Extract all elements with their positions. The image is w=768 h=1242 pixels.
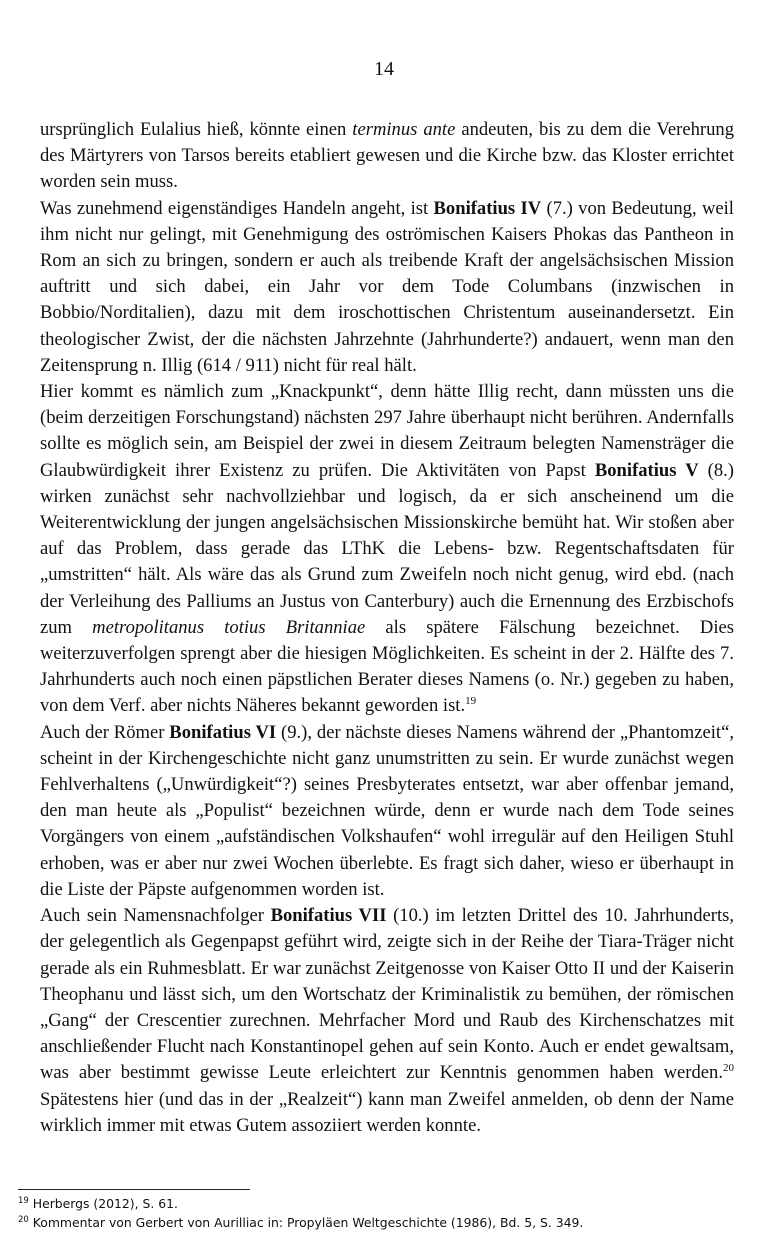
text-run: Auch der Römer xyxy=(40,721,170,743)
footnote-text: Kommentar von Gerbert von Aurilliac in: Propyläen Weltgeschichte (1986), Bd. 5, S. 349. xyxy=(28,1215,584,1230)
bold-name: Bonifatius IV xyxy=(433,197,542,219)
text-run: (8.) wirken zunächst sehr nachvollziehbar und logisch, da er sich anscheinend um die Weiterentwicklung der jungen angelsächsischen Missionskirche bemüht hat. Wir stoßen aber auf das Problem, dass gerade das LThK die Lebens- bzw. Regentschaftsdaten für „umstritten“ hält. Als wäre das als Grund zum Zweifeln noch nicht genug, wird ebd. (nach der Verleihung des Palliums an Justus von Canterbury) auch die Ernennung des Erzbischofs zum xyxy=(40,459,734,638)
bold-name: Bonifatius VII xyxy=(270,905,387,927)
bold-name: Bonifatius VI xyxy=(169,721,277,743)
paragraph xyxy=(40,903,734,1139)
page-number: 14 xyxy=(374,58,394,80)
bold-name: Bonifatius V xyxy=(594,459,699,481)
text-run: Was zunehmend eigenständiges Handeln angeht, ist xyxy=(40,197,434,219)
paragraph xyxy=(40,379,734,720)
text-run: Auch sein Namensnachfolger xyxy=(40,905,271,927)
footnote-text: Herbergs (2012), S. 61. xyxy=(28,1196,178,1211)
text-run: Spätestens hier (und das in der „Realzeit“) kann man Zweifel anmelden, ob denn der Name wirklich immer mit etwas Gutem assoziiert werden konnte. xyxy=(40,1088,734,1136)
text-run: (7.) von Bedeutung, weil ihm nicht nur gelingt, mit Genehmigung des oströmischen Kaisers Phokas das Pantheon in Rom an sich zu bringen, sondern er auch als treibende Kraft der angelsächsischen Mission auftritt und sich dabei, ein Jahr vor dem Tode Columbans (inzwischen in Bobbio/Norditalien), dazu mit dem iroschottischen Christentum auseinandersetzt. Ein theologischer Zwist, der die nächsten Jahrzehnte (Jahrhunderte?) andauert, wenn man den Zeitensprung n. Illig (614 / 911) nicht für real hält. xyxy=(40,197,734,376)
footnote-separator xyxy=(18,1189,250,1190)
footnote xyxy=(18,1213,758,1232)
text-run: Hier kommt es nämlich zum „Knackpunkt“, denn hätte Illig recht, dann müssten uns die (beim derzeitigen Forschungstand) nächsten 297 Jahre überhaupt nicht berühren. Andernfalls sollte es möglich sein, am Beispiel der zwei in diesem Zeitraum belegten Namensträger die Glaubwürdigkeit ihrer Existenz zu prüfen. Die Aktivitäten von Papst xyxy=(40,381,734,481)
paragraph xyxy=(40,720,734,903)
footnotes xyxy=(18,1194,758,1232)
footnote-number: 19 xyxy=(18,1195,29,1206)
footnote xyxy=(18,1194,758,1213)
text-run: als spätere Fälschung bezeichnet. Dies weiterzuverfolgen sprengt aber die hiesigen Möglichkeiten. Es scheint in der 2. Hälfte des 7. Jahrhunderts auch noch einen päpstlichen Berater dieses Namens (o. Nr.) gegeben zu haben, von dem Verf. aber nichts Näheres bekannt geworden ist. xyxy=(40,616,734,717)
italic-term: terminus ante xyxy=(352,119,456,140)
paragraph xyxy=(40,117,734,196)
text-run: andeuten, bis zu dem die Verehrung des Märtyrers von Tarsos bereits etabliert gewesen und die Kirche bzw. das Kloster errichtet worden sein muss. xyxy=(40,119,735,193)
paragraph xyxy=(40,196,734,379)
italic-term: metropolitanus totius Britanniae xyxy=(92,616,366,638)
text-run: (10.) im letzten Drittel des 10. Jahrhunderts, der gelegentlich als Gegenpapst geführt wird, zeigte sich in der Reihe der Tiara-Träger nicht gerade als ein Ruhmesblatt. Er war zunächst Zeitgenosse von Kaiser Otto II und der Kaiserin Theophanu und lässt sich, um den Wortschatz der Kriminalistik zu bemühen, der römischen „Gang“ der Crescentier zurechnen. Mehrfacher Mord und Raub des Kirchenschatzes mit anschließender Flucht nach Konstantinopel gehen auf sein Konto. Auch er endet gewaltsam, was aber bestimmt gewisse Leute erleichtert zur Kenntnis genommen haben werden. xyxy=(40,905,734,1084)
body-text xyxy=(40,117,734,1139)
footnote-ref: 19 xyxy=(465,695,477,708)
footnote-number: 20 xyxy=(18,1214,29,1225)
text-run: (9.), der nächste dieses Namens während der „Phantomzeit“, scheint in der Kirchengeschichte nicht ganz unumstritten zu sein. Er wurde zunächst wegen Fehlverhaltens („Unwürdigkeit“?) seines Presbyterates entsetzt, war aber offenbar jemand, den man heute als „Populist“ bezeichnen würde, denn er wurde nach dem Tode seines Vorgängers von einem „aufständischen Volkshaufen“ wohl irregulär auf den Heiligen Stuhl erhoben, was er aber nur zwei Wochen überlebte. Es fragt sich daher, wieso er überhaupt in die Liste der Päpste aufgenommen worden ist. xyxy=(40,721,734,900)
footnote-ref: 20 xyxy=(723,1062,734,1075)
text-run: ursprünglich Eulalius hieß, könnte einen xyxy=(40,119,353,140)
